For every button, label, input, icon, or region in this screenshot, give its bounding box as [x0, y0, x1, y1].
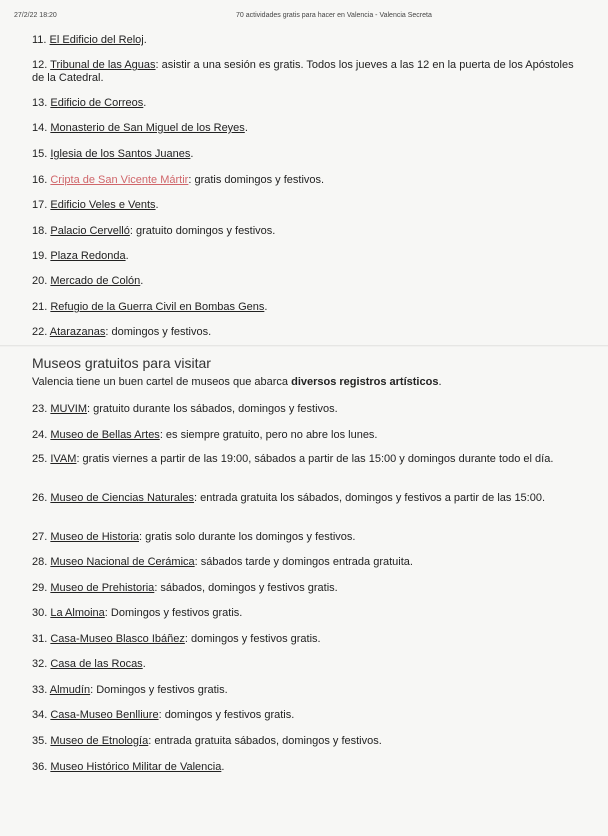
item-number: 34. — [32, 709, 48, 721]
list-item — [32, 684, 577, 697]
item-link[interactable]: IVAM — [50, 453, 77, 465]
item-description: : entrada gratuita sábados, domingos y festivos. — [148, 735, 382, 747]
item-description: : gratis viernes a partir de las 19:00, sábados a partir de las 15:00 y domingos durante todo el día. — [76, 453, 554, 465]
list-item — [32, 761, 577, 774]
section-intro — [32, 376, 442, 388]
intro-end: . — [438, 376, 442, 388]
item-link[interactable]: Monasterio de San Miguel de los Reyes — [50, 122, 245, 134]
item-description: : sábados tarde y domingos entrada gratuita. — [194, 556, 413, 568]
item-description: . — [143, 97, 147, 109]
item-link[interactable]: Casa-Museo Blasco Ibáñez — [50, 633, 185, 645]
item-number: 17. — [32, 199, 48, 211]
item-number: 29. — [32, 582, 48, 594]
item-link[interactable]: Tribunal de las Aguas — [50, 59, 156, 71]
item-description: : domingos y festivos. — [105, 326, 212, 338]
intro-text: Valencia tiene un buen cartel de museos que abarca — [32, 376, 292, 388]
item-number: 14. — [32, 122, 48, 134]
item-number: 26. — [32, 492, 48, 504]
item-link[interactable]: Palacio Cervelló — [50, 225, 130, 237]
list-item — [32, 658, 577, 671]
item-number: 24. — [32, 429, 48, 441]
item-link[interactable]: Refugio de la Guerra Civil en Bombas Gens — [50, 301, 265, 313]
item-description: : Domingos y festivos gratis. — [104, 607, 243, 619]
item-description: : entrada gratuita los sábados, domingos y festivos a partir de las 15:00. — [194, 492, 546, 504]
item-description: . — [140, 275, 144, 287]
item-link[interactable]: Mercado de Colón — [50, 275, 141, 287]
item-link[interactable]: Museo de Bellas Artes — [50, 429, 160, 441]
item-description: : domingos y festivos gratis. — [184, 633, 321, 645]
list-item — [32, 122, 577, 135]
item-description: : gratuito domingos y festivos. — [129, 225, 276, 237]
item-number: 22. — [32, 326, 48, 338]
item-link[interactable]: Casa-Museo Benlliure — [50, 709, 159, 721]
item-number: 36. — [32, 761, 48, 773]
list-item — [32, 453, 577, 466]
section-title: Museos gratuitos para visitar — [32, 355, 211, 371]
item-description: : sábados, domingos y festivos gratis. — [154, 582, 338, 594]
item-number: 18. — [32, 225, 48, 237]
item-description: . — [155, 199, 159, 211]
item-link[interactable]: Museo de Prehistoria — [50, 582, 155, 594]
item-number: 15. — [32, 148, 48, 160]
item-description: : gratuito durante los sábados, domingos y festivos. — [87, 403, 338, 415]
list-item — [32, 403, 577, 416]
item-number: 27. — [32, 531, 48, 543]
list-item — [32, 301, 577, 314]
item-link[interactable]: Casa de las Rocas — [50, 658, 143, 670]
list-item — [32, 429, 577, 442]
list-item — [32, 607, 577, 620]
item-number: 13. — [32, 97, 48, 109]
item-number: 20. — [32, 275, 48, 287]
item-number: 21. — [32, 301, 48, 313]
item-number: 11. — [32, 34, 47, 46]
list-item — [32, 582, 577, 595]
item-link[interactable]: Atarazanas — [49, 326, 106, 338]
item-number: 30. — [32, 607, 48, 619]
print-date: 27/2/22 18:20 — [14, 12, 57, 19]
item-link[interactable]: Edificio de Correos — [50, 97, 144, 109]
page-fold-divider — [0, 345, 608, 347]
item-number: 28. — [32, 556, 48, 568]
list-item — [32, 556, 577, 569]
list-item — [32, 174, 577, 187]
item-description: : es siempre gratuito, pero no abre los lunes. — [159, 429, 378, 441]
list-item — [32, 225, 577, 238]
item-number: 12. — [32, 59, 48, 71]
list-item — [32, 735, 577, 748]
list-item — [32, 531, 577, 544]
print-page-title: 70 actividades gratis para hacer en Valencia - Valencia Secreta — [236, 12, 432, 19]
list-item — [32, 709, 577, 722]
item-number: 25. — [32, 453, 48, 465]
item-description: . — [142, 658, 146, 670]
item-link[interactable]: La Almoina — [50, 607, 105, 619]
item-number: 23. — [32, 403, 48, 415]
item-description: : gratis domingos y festivos. — [188, 174, 325, 186]
item-link[interactable]: Museo Nacional de Cerámica — [50, 556, 195, 568]
item-description: . — [244, 122, 248, 134]
list-item — [32, 59, 577, 85]
item-description: . — [264, 301, 268, 313]
item-link[interactable]: Museo de Etnología — [50, 735, 149, 747]
item-description: . — [125, 250, 129, 262]
item-number: 35. — [32, 735, 48, 747]
list-item — [32, 250, 577, 263]
list-item — [32, 148, 577, 161]
item-link[interactable]: Iglesia de los Santos Juanes — [50, 148, 191, 160]
list-item — [32, 633, 577, 646]
item-number: 19. — [32, 250, 48, 262]
item-description: : asistir a una sesión es gratis. Todos los jueves a las 12 en la puerta de los Apóstoles de la Catedral. — [32, 59, 574, 84]
item-number: 31. — [32, 633, 48, 645]
list-item — [32, 275, 577, 288]
item-number: 16. — [32, 174, 48, 186]
item-link[interactable]: Museo de Ciencias Naturales — [50, 492, 195, 504]
item-description: : Domingos y festivos gratis. — [90, 684, 228, 696]
item-link[interactable]: Museo Histórico Militar de Valencia — [50, 761, 222, 773]
item-link[interactable]: Museo de Historia — [50, 531, 140, 543]
item-description: . — [143, 34, 147, 46]
item-link[interactable]: Plaza Redonda — [50, 250, 126, 262]
intro-bold: diversos registros artísticos — [291, 376, 439, 388]
item-number: 32. — [32, 658, 48, 670]
item-link[interactable]: Almudín — [49, 684, 91, 696]
item-description: : gratis solo durante los domingos y festivos. — [139, 531, 356, 543]
list-item — [32, 326, 577, 339]
list-item — [32, 97, 577, 110]
item-number: 33. — [32, 684, 48, 696]
list-item — [32, 199, 577, 212]
item-link[interactable]: Cripta de San Vicente Mártir — [50, 174, 189, 186]
item-link[interactable]: MUVIM — [50, 403, 88, 415]
item-description: . — [190, 148, 194, 160]
item-link[interactable]: Edificio Veles e Vents — [50, 199, 156, 211]
item-link[interactable]: El Edificio del Reloj — [49, 34, 144, 46]
item-description: . — [221, 761, 225, 773]
item-description: : domingos y festivos gratis. — [158, 709, 295, 721]
list-item — [32, 492, 577, 505]
list-item — [32, 34, 577, 47]
